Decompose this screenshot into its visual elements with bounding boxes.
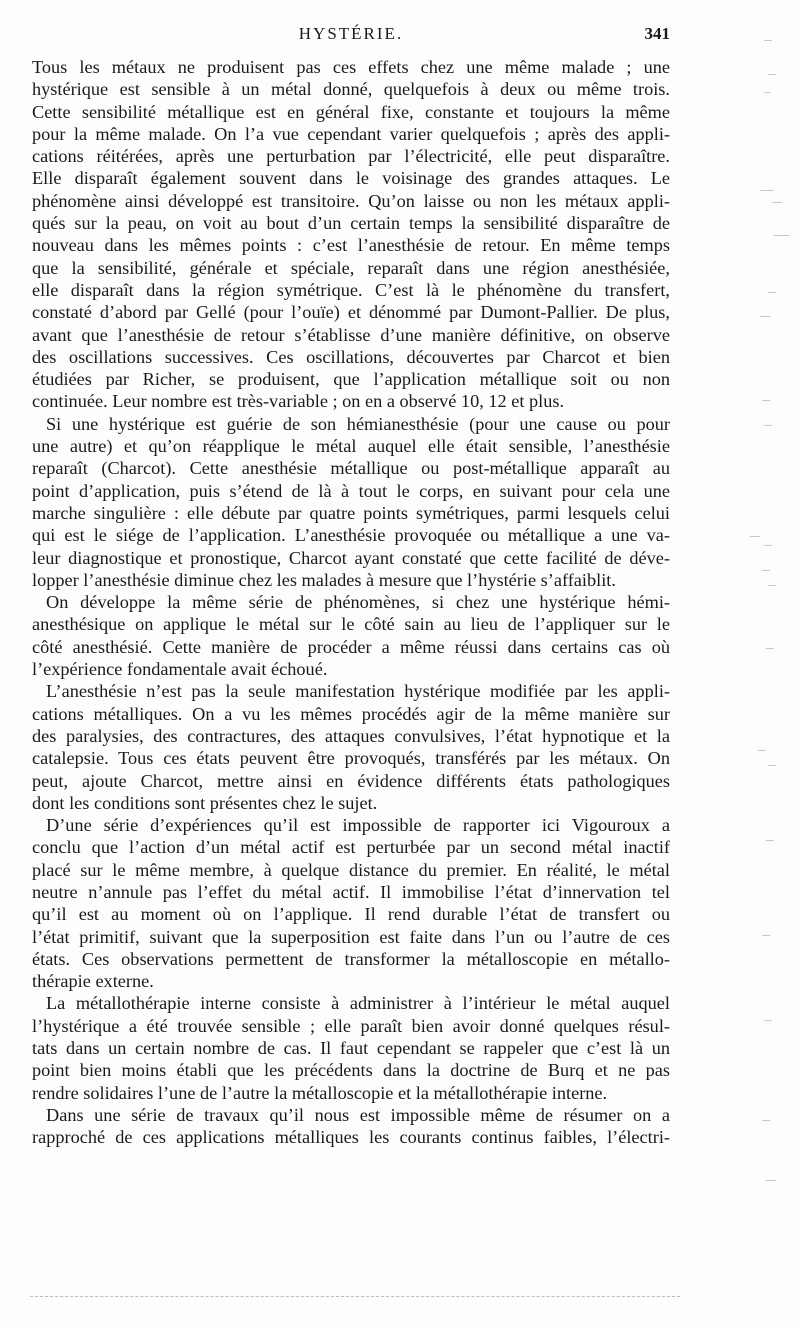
scan-mark bbox=[750, 536, 760, 537]
scan-mark bbox=[760, 316, 770, 317]
text-line: l’état primitif, suivant que la superposition est faite dans l’un ou l’autre de ces bbox=[32, 926, 670, 947]
text-line: qués sur la peau, on voit au bout d’un certain temps la sensibilité disparaître de bbox=[32, 213, 670, 234]
text-line: L’anesthésie n’est pas la seule manifestation hystérique modifiée par les appli- bbox=[46, 681, 670, 702]
text-line: que la sensibilité, générale et spéciale, reparaît dans une région anesthésiée, bbox=[32, 257, 670, 278]
text-line: qu’il est au moment où on l’applique. Il rend durable l’état de transfert ou bbox=[32, 904, 670, 925]
scan-mark bbox=[758, 750, 766, 751]
text-line: La métallothérapie interne consiste à administrer à l’intérieur le métal auquel bbox=[46, 993, 670, 1014]
text-line: phénomène ainsi développé est transitoire. Qu’on laisse ou non les métaux appli- bbox=[32, 190, 670, 211]
text-line: lopper l’anesthésie diminue chez les malades à mesure que l’hystérie s’affaiblit. bbox=[32, 569, 616, 590]
text-line: leur diagnostique et pronostique, Charcot ayant constaté que cette facilité de déve- bbox=[32, 547, 670, 568]
text-line: catalepsie. Tous ces états peuvent être provoqués, transférés par les métaux. On bbox=[32, 748, 670, 769]
text-line: cations réitérées, après une perturbation par l’électricité, elle peut disparaître. bbox=[32, 146, 670, 167]
text-line: D’une série d’expériences qu’il est impossible de rapporter ici Vigouroux a bbox=[46, 815, 670, 836]
scan-mark bbox=[762, 935, 770, 936]
paragraph bbox=[32, 814, 670, 992]
scan-mark bbox=[774, 235, 790, 236]
scan-mark bbox=[764, 92, 770, 93]
scan-mark bbox=[764, 1020, 772, 1021]
text-line: côté anesthésié. Cette manière de procéder a même réussi dans certains cas où bbox=[32, 636, 670, 657]
scan-mark bbox=[764, 545, 772, 546]
scan-mark bbox=[764, 425, 772, 426]
scan-mark bbox=[762, 570, 770, 571]
scan-mark bbox=[772, 202, 782, 203]
scan-mark bbox=[760, 190, 774, 191]
scan-mark bbox=[768, 765, 776, 766]
bottom-rule bbox=[30, 1296, 680, 1297]
text-line: continuée. Leur nombre est très-variable ; on en a observé 10, 12 et plus. bbox=[32, 391, 565, 412]
margin-scan-marks bbox=[728, 30, 792, 1250]
text-line: qui est le siége de l’application. L’anesthésie provoquée ou métallique a une va- bbox=[32, 525, 670, 546]
text-line: avant que l’anesthésie de retour s’établisse d’une manière définitive, on observe bbox=[32, 324, 670, 345]
scan-mark bbox=[762, 400, 770, 401]
paragraph bbox=[32, 1104, 670, 1149]
text-line: peut, ajoute Charcot, mettre ainsi en évidence différents états pathologiques bbox=[32, 770, 670, 791]
text-line: Dans une série de travaux qu’il nous est impossible même de résumer on a bbox=[46, 1104, 670, 1125]
scan-mark bbox=[768, 74, 776, 75]
paragraph bbox=[32, 591, 670, 680]
text-line: neutre n’annule pas l’effet du métal actif. Il immobilise l’état d’innervation tel bbox=[32, 881, 670, 902]
text-line: elle disparaît dans la région symétrique. C’est là le phénomène du transfert, bbox=[32, 279, 670, 300]
text-line: une autre) et qu’on réapplique le métal auquel elle était sensible, l’anesthésie bbox=[32, 436, 670, 457]
text-line: rapproché de ces applications métalliques les courants continus faibles, l’électri- bbox=[32, 1127, 670, 1148]
text-line: Si une hystérique est guérie de son hémianesthésie (pour une cause ou pour bbox=[46, 413, 670, 434]
text-line: reparaît (Charcot). Cette anesthésie métallique ou post-métallique apparaît au bbox=[32, 458, 670, 479]
text-line: On développe la même série de phénomènes, si chez une hystérique hémi- bbox=[46, 592, 670, 613]
text-line: Elle disparaît également souvent dans le voisinage des grandes attaques. Le bbox=[32, 168, 670, 189]
text-line: des paralysies, des contractures, des attaques convulsives, l’état hypnotique et la bbox=[32, 725, 670, 746]
scan-mark bbox=[768, 292, 776, 293]
scan-mark bbox=[766, 840, 774, 841]
text-line: conclu que l’action d’un métal actif est perturbée par un second métal inactif bbox=[32, 837, 670, 858]
text-line: pour la même malade. On l’a vue cependant varier quelquefois ; après des appli- bbox=[32, 123, 670, 144]
scan-mark bbox=[762, 1120, 770, 1121]
text-line: Tous les métaux ne produisent pas ces effets chez une même malade ; une bbox=[32, 57, 670, 77]
scan-mark bbox=[768, 585, 776, 586]
text-line: point bien moins établi que les précédents dans la doctrine de Burq et ne pas bbox=[32, 1060, 670, 1081]
text-line: thérapie externe. bbox=[32, 971, 154, 992]
text-line: cations métalliques. On a vu les mêmes procédés agir de la même manière sur bbox=[32, 703, 670, 724]
paragraph bbox=[32, 413, 670, 591]
text-line: anesthésique on applique le métal sur le côté sain au lieu de l’appliquer sur le bbox=[32, 614, 670, 635]
body-text bbox=[32, 56, 670, 1149]
text-line: marche singulière : elle débute par quatre points symétriques, parmi lesquels celui bbox=[32, 502, 670, 523]
text-line: dont les conditions sont présentes chez le sujet. bbox=[32, 792, 378, 813]
text-line: l’expérience fondamentale avait échoué. bbox=[32, 659, 328, 680]
paragraph bbox=[32, 56, 670, 413]
running-title: HYSTÉRIE. bbox=[298, 24, 404, 43]
scan-mark bbox=[766, 648, 774, 649]
text-line: rendre solidaires l’une de l’autre la métalloscopie et la métallothérapie interne. bbox=[32, 1082, 608, 1103]
text-line: constaté d’abord par Gellé (pour l’ouïe) et dénommé par Dumont-Pallier. De plus, bbox=[32, 302, 670, 323]
text-line: des oscillations successives. Ces oscillations, découvertes par Charcot et bien bbox=[32, 346, 670, 367]
scan-mark bbox=[764, 40, 772, 41]
text-line: placé sur le même membre, à quelque distance du premier. En réalité, le métal bbox=[32, 859, 670, 880]
text-line: Cette sensibilité métallique est en général fixe, constante et toujours la même bbox=[32, 101, 670, 122]
text-line: hystérique est sensible à un métal donné, quelquefois à deux ou même trois. bbox=[32, 79, 670, 100]
text-line: tats dans un certain nombre de cas. Il faut cependant se rappeler que c’est là un bbox=[32, 1038, 670, 1059]
scan-mark bbox=[766, 1180, 776, 1181]
text-line: étudiées par Richer, se produisent, que l’application métallique soit ou non bbox=[32, 369, 670, 390]
text-line: point d’application, puis s’étend de là à tout le corps, en suivant pour cela une bbox=[32, 480, 670, 501]
page-header bbox=[32, 24, 670, 50]
text-line: l’hystérique a été trouvée sensible ; elle paraît bien avoir donné quelques résul- bbox=[32, 1015, 670, 1036]
text-line: états. Ces observations permettent de transformer la métalloscopie en métallo- bbox=[32, 948, 670, 969]
paragraph bbox=[32, 992, 670, 1103]
text-line: nouveau dans les mêmes points : c’est l’anesthésie de retour. En même temps bbox=[32, 235, 670, 256]
page-number: 341 bbox=[644, 24, 670, 43]
paragraph bbox=[32, 680, 670, 814]
